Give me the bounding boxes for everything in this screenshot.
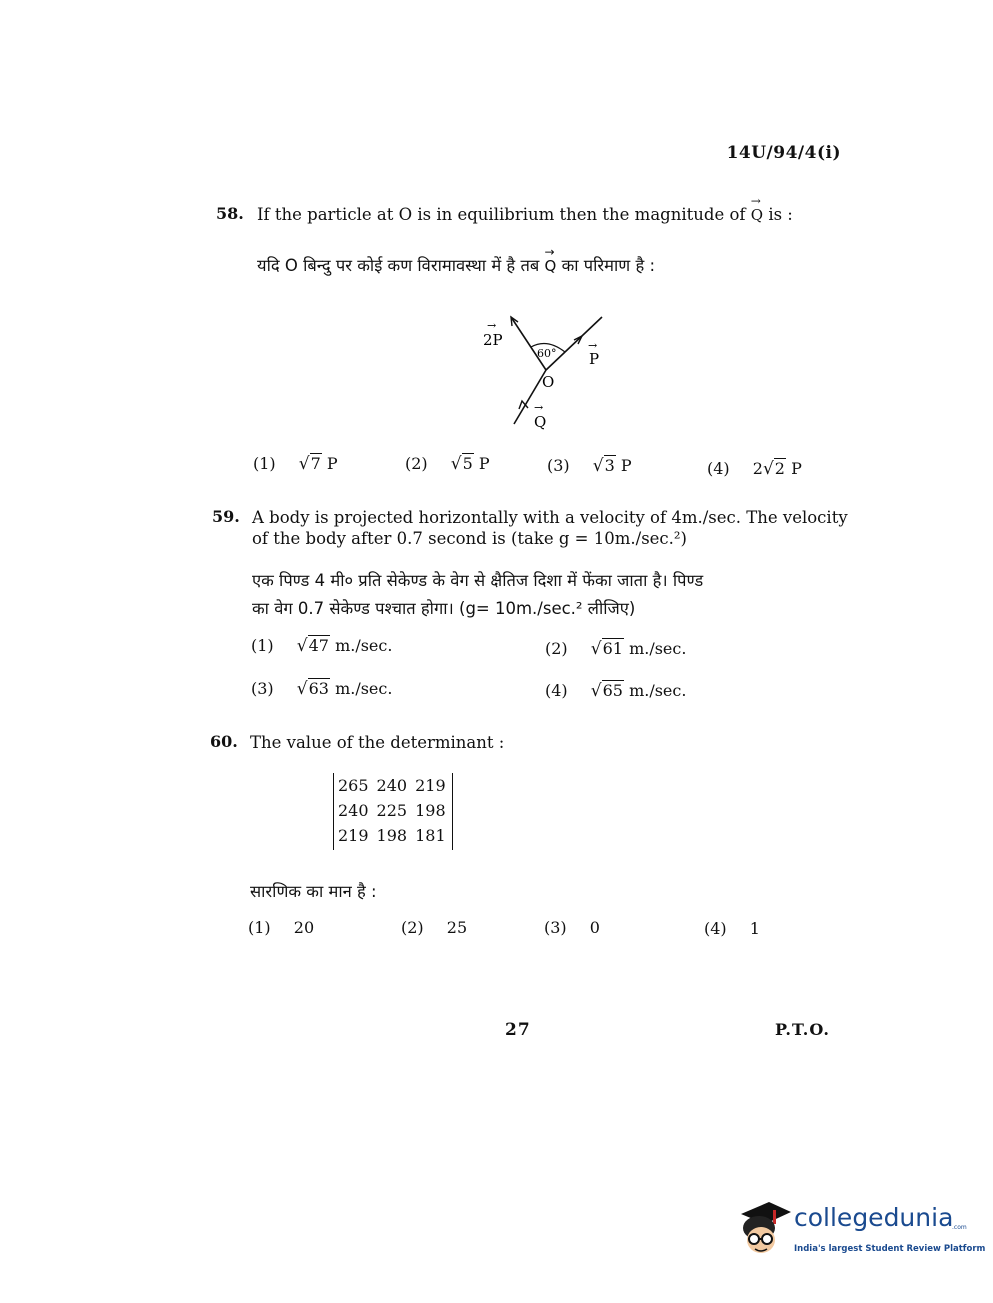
q59-option-1[interactable]: (1) √47 m./sec. bbox=[251, 636, 393, 656]
q59-text-hi: एक पिण्ड 4 मी० प्रति सेकेण्ड के वेग से क्षैतिज दिशा में फेंका जाता है। पिण्ड का वेग 0.7 सेकेण्ड पश्चात होगा। (g= 10m./sec.² लीजिए) bbox=[252, 571, 704, 618]
determinant-matrix bbox=[333, 773, 453, 850]
label-2p: 2P bbox=[483, 331, 503, 349]
svg-text:→: → bbox=[534, 401, 544, 414]
label-p: P bbox=[589, 350, 600, 368]
q58-option-4[interactable]: (4) 2√2 P bbox=[707, 459, 802, 479]
q58-option-3[interactable]: (3) √3 P bbox=[547, 456, 632, 476]
brand-name: collegedunia bbox=[794, 1203, 954, 1232]
brand-com: .com bbox=[952, 1224, 967, 1231]
angle-label: 60° bbox=[537, 347, 557, 360]
q58-text-en: If the particle at O is in equilibrium then the magnitude of → Q is : bbox=[257, 204, 793, 226]
label-o: O bbox=[542, 373, 555, 391]
q59-text-en: A body is projected horizontally with a velocity of 4m./sec. The velocity of the body after 0.7 second is (take g = 10m./sec.²) bbox=[252, 508, 848, 548]
q58-force-diagram bbox=[470, 300, 620, 440]
q60-option-3[interactable]: (3) 0 bbox=[544, 918, 600, 937]
paper-code: 14U/94/4(i) bbox=[726, 143, 841, 163]
q58-option-1[interactable]: (1) √7 P bbox=[253, 454, 338, 474]
q59-option-4[interactable]: (4) √65 m./sec. bbox=[545, 681, 687, 701]
label-q: Q bbox=[534, 413, 547, 431]
q60-option-4[interactable]: (4) 1 bbox=[704, 919, 760, 938]
q60-text-en: The value of the determinant : bbox=[250, 733, 505, 752]
q60-number: 60. bbox=[210, 732, 238, 751]
q58-text-hi: यदि O बिन्दु पर कोई कण विरामावस्था में है तब → Q का परिमाण है : bbox=[257, 252, 655, 280]
q60-text-hi: सारणिक का मान है : bbox=[250, 882, 377, 901]
vector-q: → Q bbox=[751, 205, 763, 226]
q60-option-2[interactable]: (2) 25 bbox=[401, 918, 468, 937]
q59-option-2[interactable]: (2) √61 m./sec. bbox=[545, 639, 687, 659]
brand-tagline: India's largest Student Review Platform bbox=[794, 1244, 986, 1254]
page-number: 27 bbox=[505, 1020, 531, 1040]
collegedunia-mascot-icon bbox=[735, 1194, 793, 1260]
matrix-row: 265 240 219 bbox=[338, 776, 446, 795]
matrix-row: 240 225 198 bbox=[338, 801, 446, 820]
q58-number: 58. bbox=[216, 204, 244, 223]
vector-q-hi: → Q bbox=[545, 252, 557, 280]
pto-label: P.T.O. bbox=[775, 1020, 830, 1039]
q59-number: 59. bbox=[212, 507, 240, 526]
svg-text:→: → bbox=[588, 339, 598, 352]
q59-option-3[interactable]: (3) √63 m./sec. bbox=[251, 679, 393, 699]
svg-text:→: → bbox=[487, 319, 497, 332]
q58-option-2[interactable]: (2) √5 P bbox=[405, 454, 490, 474]
q60-option-1[interactable]: (1) 20 bbox=[248, 918, 315, 937]
matrix-row: 219 198 181 bbox=[338, 826, 446, 845]
